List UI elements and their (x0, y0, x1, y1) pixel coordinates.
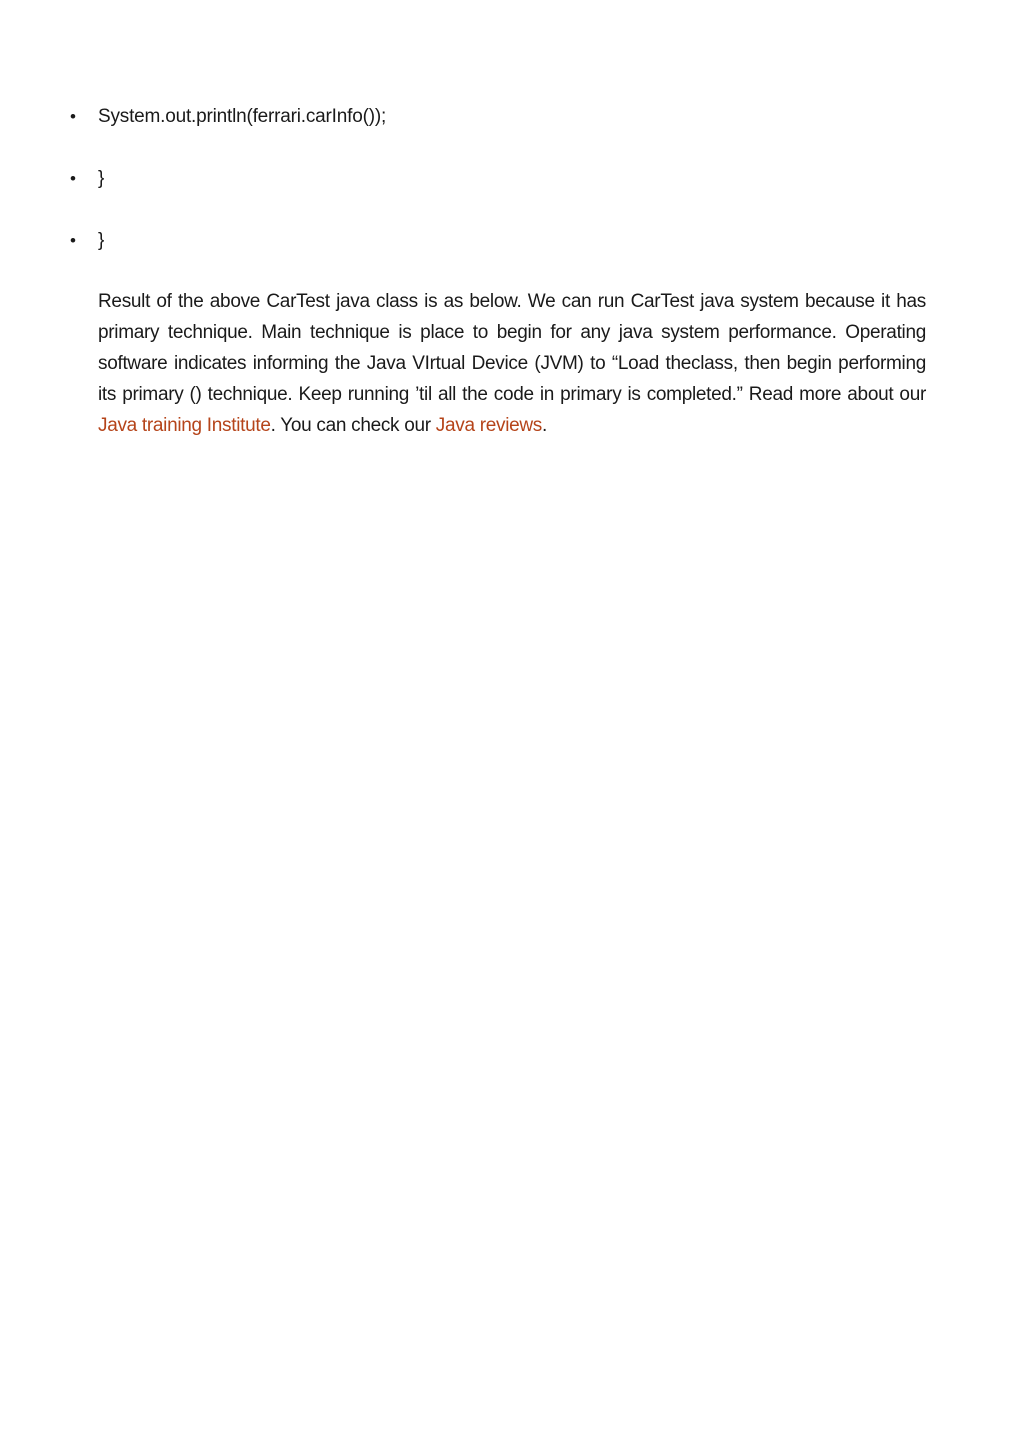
java-reviews-link[interactable]: Java reviews (435, 415, 542, 436)
bullet-icon: • (70, 107, 76, 126)
list-item (70, 163, 930, 194)
paragraph-text: . (542, 415, 547, 436)
bullet-icon: • (70, 169, 76, 188)
bullet-icon: • (70, 231, 76, 250)
list-item (70, 101, 930, 132)
code-line: } (98, 230, 105, 251)
code-bullet-list (70, 101, 930, 287)
code-line: System.out.println(ferrari.carInfo()); (98, 106, 387, 127)
list-item (70, 225, 930, 256)
code-line: } (98, 168, 105, 189)
paragraph-text: Result of the above CarTest java class is as below. We can run CarTest java system because it has primary technique. Main technique is place to begin for any java system performance. Operating software indicates informing the Java VIrtual Device (JVM) to “Load theclass, then begin performing its primary () technique. Keep running ’til all the code in primary is completed.” Read more about our (98, 291, 926, 405)
java-training-institute-link[interactable]: Java training Institute (98, 415, 271, 436)
result-paragraph (98, 286, 926, 441)
paragraph-text: . You can check our (270, 415, 436, 436)
